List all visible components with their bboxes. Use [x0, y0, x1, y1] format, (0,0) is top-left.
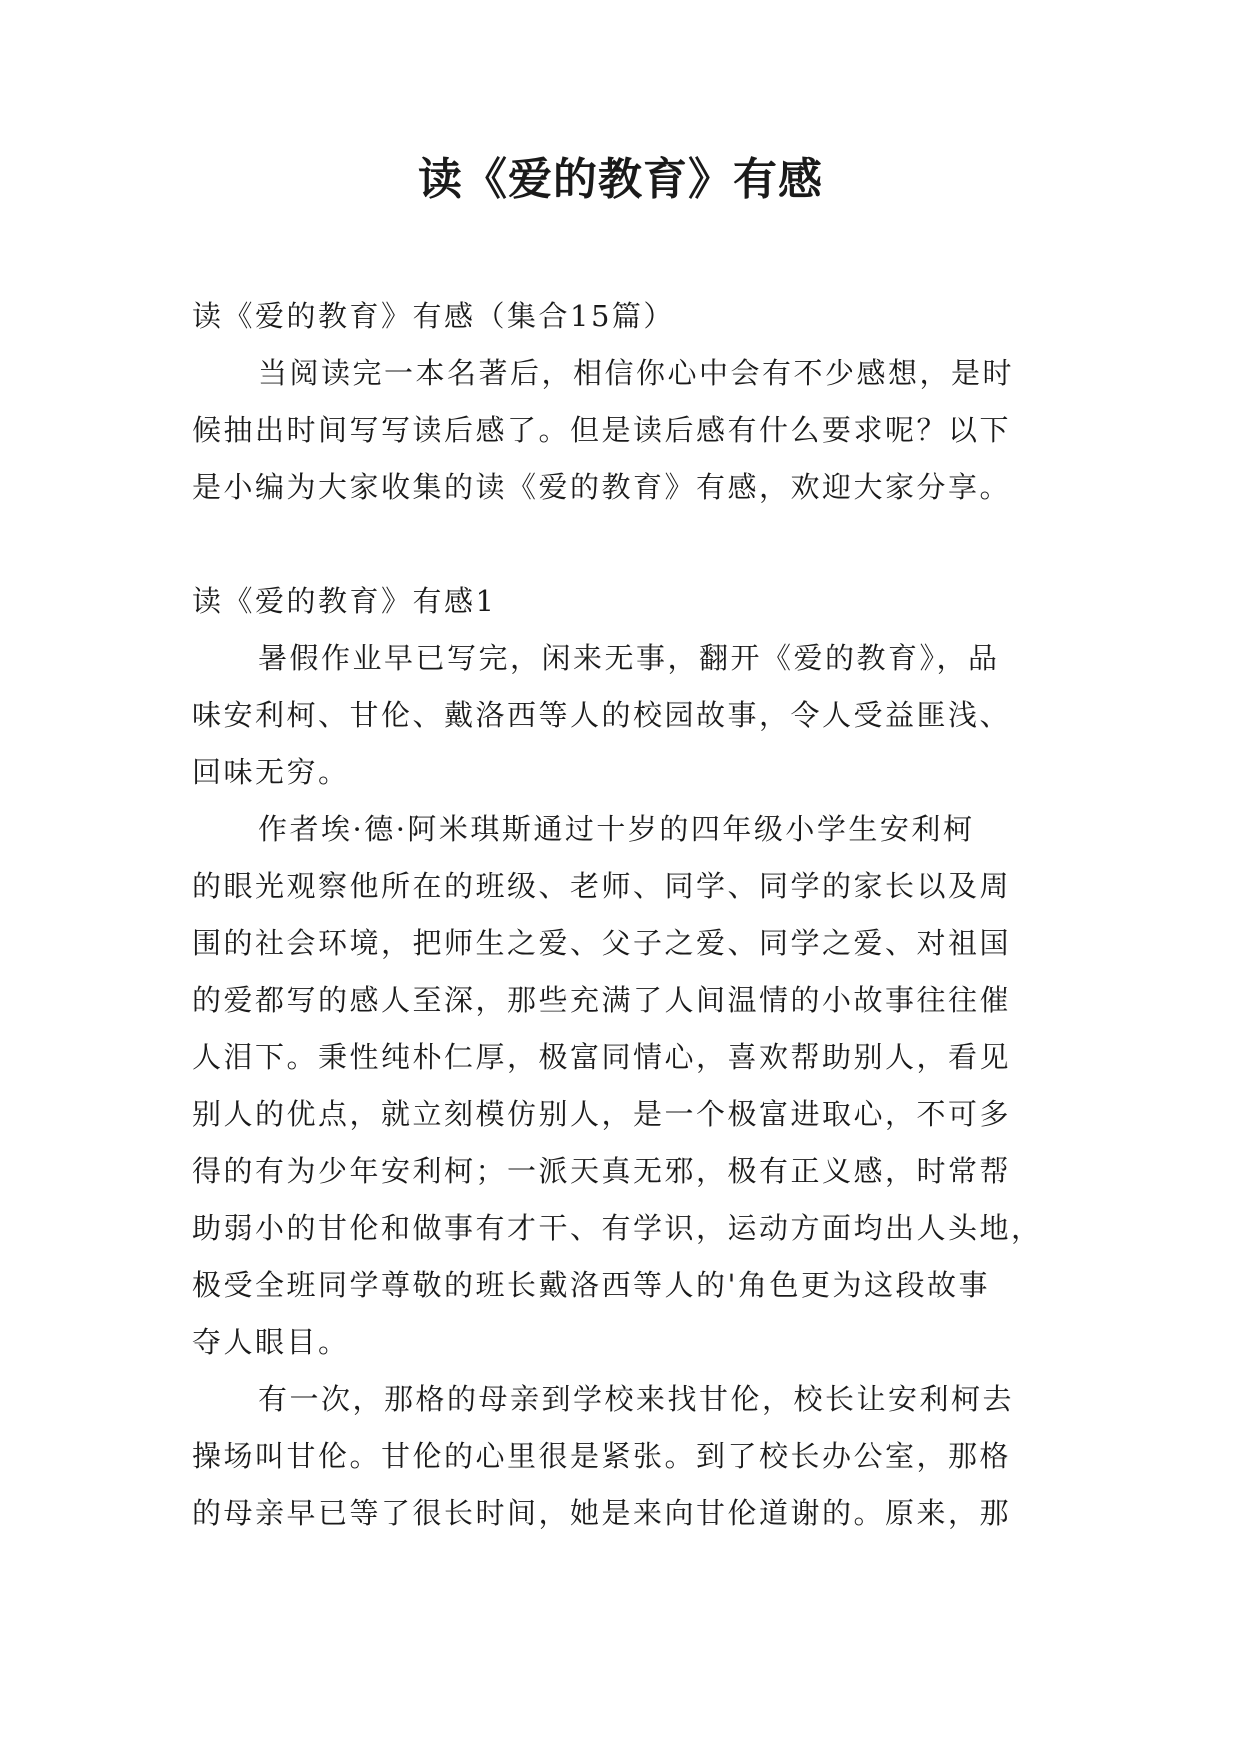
- text-line: 候抽出时间写写读后感了。但是读后感有什么要求呢？以下: [192, 413, 1012, 447]
- text-line: 读《爱的教育》有感1: [192, 584, 497, 618]
- page-title: 读《爱的教育》有感: [418, 154, 823, 205]
- text-line: 得的有为少年安利柯；一派天真无邪，极有正义感，时常帮: [192, 1154, 1012, 1188]
- text-line: 暑假作业早已写完，闲来无事，翻开《爱的教育》，品: [258, 641, 1000, 675]
- text-line: 夺人眼目。: [192, 1325, 350, 1359]
- text-line: 当阅读完一本名著后，相信你心中会有不少感想，是时: [258, 356, 1015, 390]
- text-line: 味安利柯、甘伦、戴洛西等人的校园故事，令人受益匪浅、: [192, 698, 1012, 732]
- text-line: 读《爱的教育》有感（集合15篇）: [192, 299, 675, 333]
- text-line: 作者埃·德·阿米琪斯通过十岁的四年级小学生安利柯: [258, 812, 975, 846]
- text-line: 的母亲早已等了很长时间，她是来向甘伦道谢的。原来，那: [192, 1496, 1012, 1530]
- text-line: 人泪下。秉性纯朴仁厚，极富同情心，喜欢帮助别人，看见: [192, 1040, 1012, 1074]
- text-line: 回味无穷。: [192, 755, 350, 789]
- paragraph-gap: [192, 516, 1072, 573]
- text-line: 的眼光观察他所在的班级、老师、同学、同学的家长以及周: [192, 869, 1012, 903]
- text-line: 别人的优点，就立刻模仿别人，是一个极富进取心，不可多: [192, 1097, 1012, 1131]
- text-line: 助弱小的甘伦和做事有才干、有学识，运动方面均出人头地，: [192, 1211, 1043, 1245]
- text-line: 有一次，那格的母亲到学校来找甘伦，校长让安利柯去: [258, 1382, 1015, 1416]
- text-line: 的爱都写的感人至深，那些充满了人间温情的小故事往往催: [192, 983, 1012, 1017]
- text-line: 围的社会环境，把师生之爱、父子之爱、同学之爱、对祖国: [192, 926, 1012, 960]
- text-line: 极受全班同学尊敬的班长戴洛西等人的'角色更为这段故事: [192, 1268, 990, 1302]
- text-line: 是小编为大家收集的读《爱的教育》有感，欢迎大家分享。: [192, 470, 1012, 504]
- text-line: 操场叫甘伦。甘伦的心里很是紧张。到了校长办公室，那格: [192, 1439, 1012, 1473]
- body-text: [192, 288, 1072, 1542]
